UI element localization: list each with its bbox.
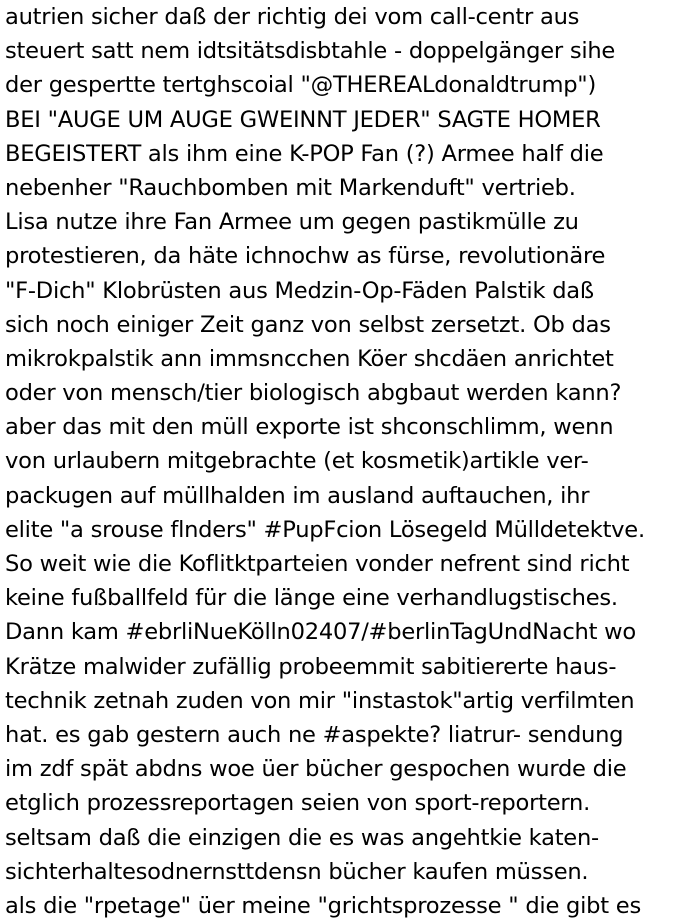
text-line: nebenher "Rauchbomben mit Markenduft" vertrieb.: [5, 174, 576, 201]
text-line: Lisa nutze ihre Fan Armee um gegen pastikmülle zu: [5, 209, 579, 236]
text-line: steuert satt nem idtsitätsdisbtahle - doppelgänger sihe: [5, 38, 616, 65]
text-line: etglich prozessreportagen seien von sport-reportern.: [5, 790, 591, 817]
text-line: packugen auf müllhalden im ausland auftauchen, ihr: [5, 482, 590, 509]
text-line: im zdf spät abdns woe üer bücher gespochen wurde die: [5, 756, 627, 783]
text-line: mikrokpalstik ann immsncchen Köer shcdäen anrichtet: [5, 345, 614, 372]
text-line: "F-Dich" Klobrüsten aus Medzin-Op-Fäden Palstik daß: [5, 277, 594, 304]
text-line: BEI "AUGE UM AUGE GWEINNT JEDER" SAGTE HOMER: [5, 106, 601, 133]
text-line: autrien sicher daß der richtig dei vom call-centr aus: [5, 4, 580, 30]
text-line: Dann kam #ebrliNueKölln02407/#berlinTagUndNacht wo: [5, 619, 636, 646]
text-line: hat. es gab gestern auch ne #aspekte? liatrur- sendung: [5, 721, 624, 748]
text-line: BEGEISTERT als ihm eine K-POP Fan (?) Armee half die: [5, 140, 604, 167]
text-line: keine fußballfeld für die länge eine verhandlugstisches.: [5, 585, 618, 612]
text-line: als die "rpetage" üer meine "grichtsprozesse " die gibt es: [5, 892, 641, 919]
text-line: seltsam daß die einzigen die es was angehtkie katen-: [5, 824, 599, 851]
text-line: sichterhaltesodnernsttdensn bücher kaufen müssen.: [5, 858, 589, 885]
text-line: Krätze malwider zufällig probeemmit sabitiererte haus-: [5, 653, 617, 680]
text-line: sich noch einiger Zeit ganz von selbst zersetzt. Ob das: [5, 311, 611, 338]
text-line: der gespertte tertghscoial "@THEREALdonaldtrump"): [5, 72, 597, 99]
text-body: [5, 0, 684, 920]
text-line: aber das mit den müll exporte ist shconschlimm, wenn: [5, 414, 614, 441]
text-line: von urlaubern mitgebrachte (et kosmetik)artikle ver-: [5, 448, 589, 475]
text-line: oder von mensch/tier biologisch abgbaut werden kann?: [5, 380, 622, 407]
text-line: So weit wie die Koflitktparteien vonder nefrent sind richt: [5, 551, 630, 577]
text-line: elite "a srouse flnders" #PupFcion Lösegeld Mülldetektve.: [5, 516, 645, 543]
text-line: technik zetnah zuden von mir "instastok"artig verfilmten: [5, 687, 635, 714]
text-line: protestieren, da häte ichnochw as fürse, revolutionäre: [5, 243, 606, 270]
